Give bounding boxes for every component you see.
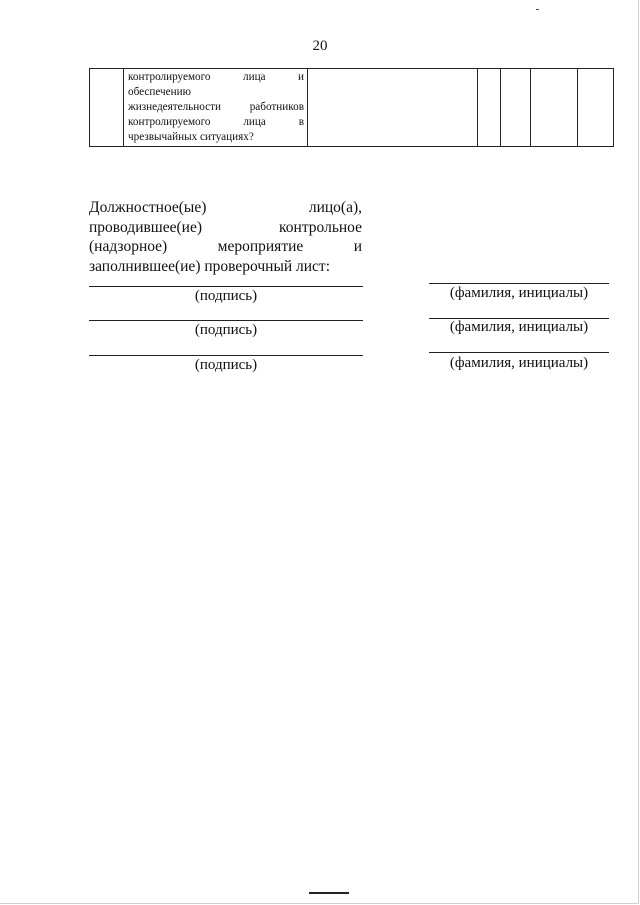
signature-caption: (подпись) — [194, 322, 258, 338]
page-number: 20 — [312, 38, 328, 54]
question-text-line: контролируемого лица в — [128, 116, 304, 128]
name-line — [429, 352, 609, 353]
official-heading-line: заполнившее(ие) проверочный лист: — [89, 257, 331, 275]
table-row — [90, 69, 614, 147]
table-cell-answer-yes — [478, 69, 501, 147]
scan-mark — [309, 892, 349, 894]
signature-line — [89, 320, 363, 321]
table-cell-number — [90, 69, 124, 147]
table-cell-note — [578, 69, 614, 147]
question-text-line: контролируемого лица и — [128, 71, 304, 83]
signature-line — [89, 286, 363, 287]
official-heading-line: проводившее(ие) контрольное — [89, 218, 362, 236]
checklist-table — [89, 68, 614, 147]
name-caption: (фамилия, инициалы) — [449, 319, 589, 335]
name-caption: (фамилия, инициалы) — [449, 355, 589, 371]
question-text-line: обеспечению — [128, 86, 191, 98]
table-cell-answer-na — [531, 69, 578, 147]
signature-caption: (подпись) — [194, 357, 258, 373]
official-signature-heading — [89, 198, 362, 276]
question-text-line: жизнедеятельности работников — [128, 101, 304, 113]
name-caption: (фамилия, инициалы) — [449, 285, 589, 301]
signature-caption: (подпись) — [194, 288, 258, 304]
scan-mark — [536, 9, 539, 10]
question-text-line: чрезвычайных ситуациях? — [128, 131, 254, 143]
official-heading-line: Должностное(ые) лицо(а), — [89, 199, 362, 216]
table-cell-requirement — [308, 69, 478, 147]
table-cell-answer-no — [501, 69, 531, 147]
signature-line — [89, 355, 363, 356]
table-cell-question — [124, 69, 308, 147]
official-heading-line: (надзорное) мероприятие и — [89, 238, 362, 255]
name-line — [429, 283, 609, 284]
